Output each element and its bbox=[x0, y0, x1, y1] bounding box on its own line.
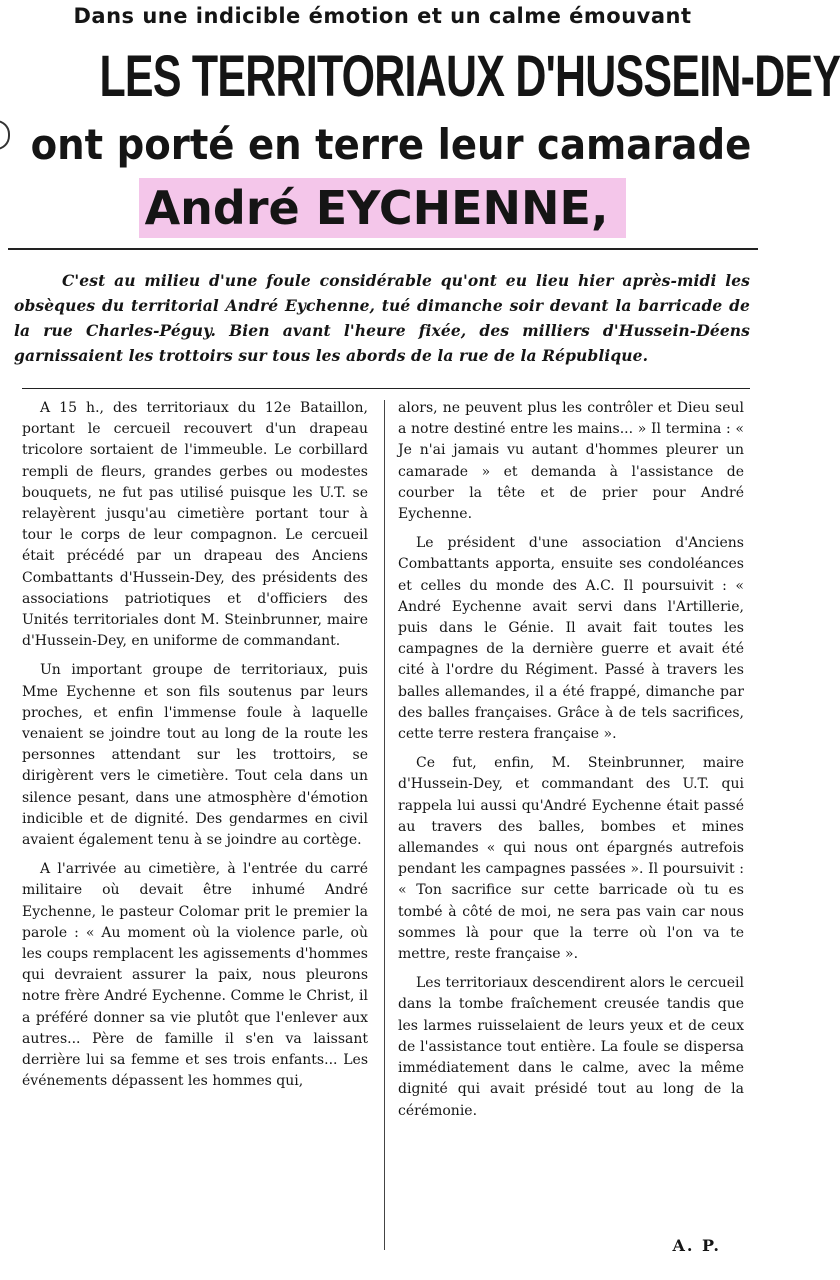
article-kicker: Dans une indicible émotion et un calme émouvant bbox=[73, 4, 692, 28]
clipping-edge-mark bbox=[0, 120, 10, 150]
left-column bbox=[22, 398, 368, 1101]
author-signature: A. P. bbox=[672, 1236, 721, 1255]
right-paragraph-4: Les territoriaux descendirent alors le cercueil dans la tombe fraîchement creusée tandis que les larmes ruisselaient de leurs yeux et de ceux de l'assistance tout entière. La foule se dispersa immédiatement dans le calme, avec la même dignité qui avait présidé tout au long de la cérémonie. bbox=[398, 975, 744, 1119]
right-column bbox=[398, 398, 744, 1130]
left-paragraph-2: Un important groupe de territoriaux, puis Mme Eychenne et son fils soutenus par leurs proches, et enfin l'immense foule à laquelle venaient se joindre tout au long de la route les personnes attendant sur les trottoirs, se dirigèrent vers le cimetière. Tout cela dans un silence pesant, dans une atmosphère d'émotion indicible et de dignité. Des gendarmes en civil avaient également tenu à se joindre au cortège. bbox=[22, 662, 368, 849]
article-lede: C'est au milieu d'une foule considérable qu'ont eu lieu hier après-midi les obsèques du territorial André Eychenne, tué dimanche soir devant la barricade de la rue Charles-Péguy. Bien avant l'heure fixée, des milliers d'Hussein-Déens garnissaient les trottoirs sur tous les abords de la rue de la République. bbox=[14, 271, 750, 365]
right-paragraph-2: Le président d'une association d'Anciens Combattants apporta, ensuite ses condoléances et celles du monde des A.C. Il poursuivit : « André Eychenne avait servi dans l'Artillerie, puis dans le Génie. Il avait fait toutes les campagnes de la dernière guerre et avait été cité à l'ordre du Régiment. Passé à travers les balles allemandes, il a été frappé, dimanche par des balles françaises. Grâce à de tels sacrifices, cette terre restera française ». bbox=[398, 535, 744, 743]
article-headline: LES TERRITORIAUX D'HUSSEIN-DEY bbox=[99, 44, 840, 109]
column-divider bbox=[384, 400, 385, 1250]
article-name-line bbox=[0, 178, 765, 238]
left-paragraph-1: A 15 h., des territoriaux du 12e Bataillon, portant le cercueil recouvert d'un drapeau tricolore sortaient de l'immeuble. Le corbillard rempli de fleurs, grandes gerbes ou modestes bouquets, ne fut pas utilisé puisque les U.T. se relayèrent jusqu'au cimetière portant tour à tour le corps de leur compagnon. Le cercueil était précédé par un drapeau des Anciens Combattants d'Hussein-Dey, des présidents des associations patriotiques et d'officiers des Unités territoriales dont M. Steinbrunner, maire d'Hussein-Dey, en uniforme de commandant. bbox=[22, 400, 368, 650]
highlighted-name: André EYCHENNE, bbox=[139, 178, 627, 238]
left-paragraph-3: A l'arrivée au cimetière, à l'entrée du carré militaire où devait être inhumé André Eychenne, le pasteur Colomar prit le premier la parole : « Au moment où la violence parle, où les coups remplacent les agissements d'hommes qui devraient assurer la paix, nous pleurons notre frère André Eychenne. Comme le Christ, il a préféré donner sa vie plutôt que l'enlever aux autres... Père de famille il s'en va laissant derrière lui sa femme et ses trois enfants... Les événements dépassent les hommes qui, bbox=[22, 861, 368, 1090]
right-paragraph-3: Ce fut, enfin, M. Steinbrunner, maire d'Hussein-Dey, et commandant des U.T. qui rappela lui aussi qu'André Eychenne était passé au travers des balles, bombes et mines allemandes « qui nous ont épargnés autrefois pendant les campagnes passées ». Il poursuivit : « Ton sacrifice sur cette barricade où tu es tombé à côté de moi, ne sera pas vain car nous sommes là pour que la terre où l'on va te mettre, reste française ». bbox=[398, 755, 744, 963]
article-subhead: ont porté en terre leur camarade bbox=[30, 120, 752, 169]
headline-divider bbox=[8, 248, 758, 250]
lede-divider bbox=[22, 388, 750, 389]
right-paragraph-1: alors, ne peuvent plus les contrôler et Dieu seul a notre destiné entre les mains... » Il termina : « Je n'ai jamais vu autant d'hommes pleurer un camarade » et demanda à l'assistance de courber la tête et de prier pour André Eychenne. bbox=[398, 400, 744, 523]
